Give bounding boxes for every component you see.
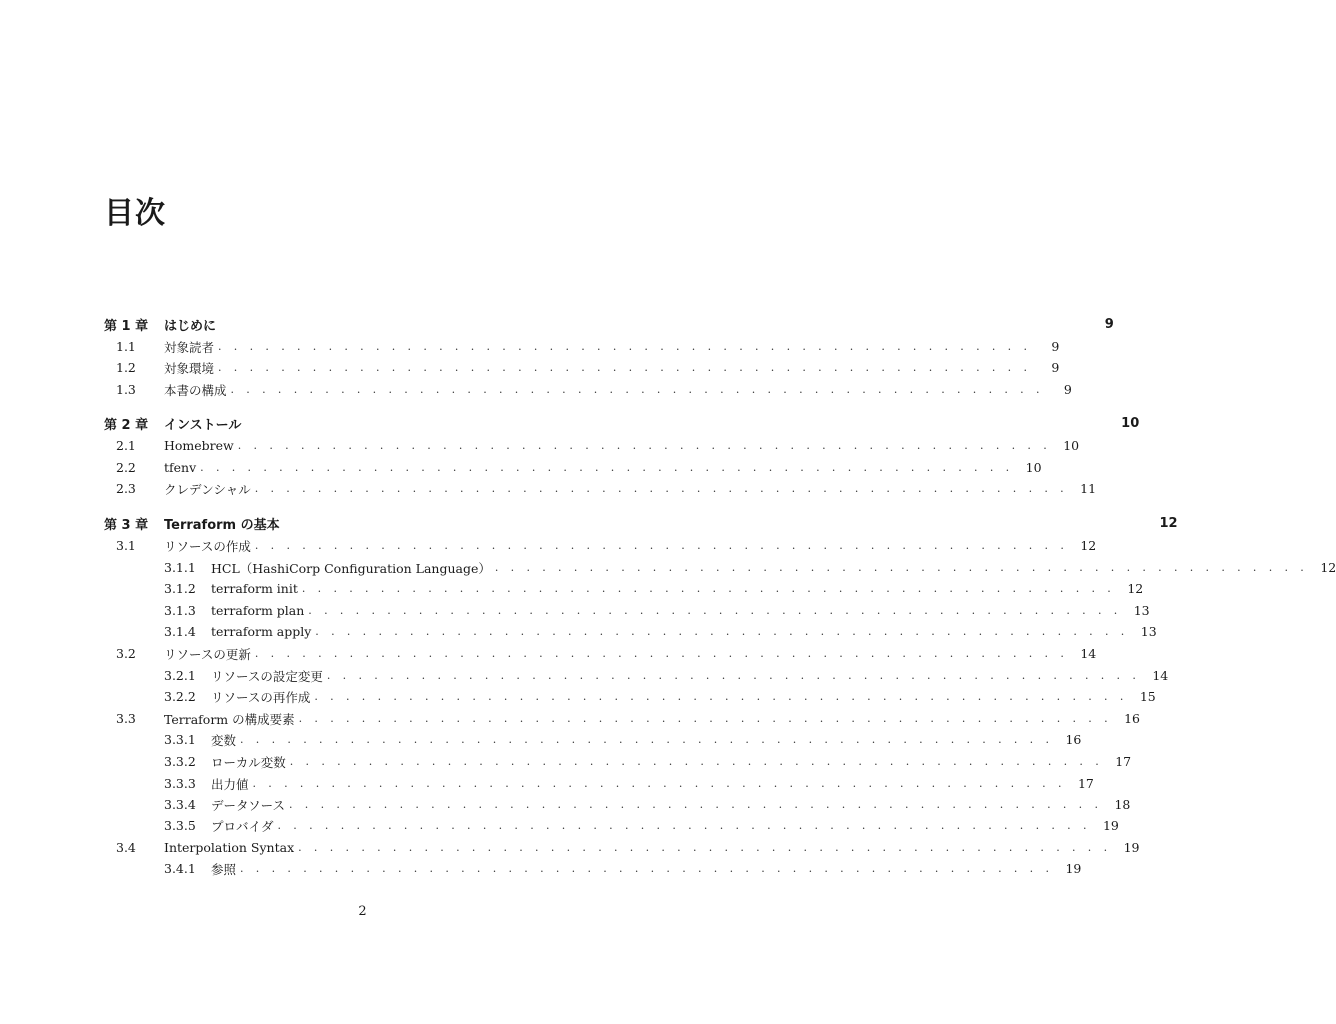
toc-chapter-title: インストール	[164, 414, 245, 433]
toc-page-number: 17	[1115, 754, 1132, 769]
toc-section-row[interactable]	[104, 643, 1097, 664]
toc-subsection-title: terraform apply	[211, 624, 315, 639]
toc-section-title: 本書の構成	[164, 381, 231, 399]
toc-section-number: 2.2	[116, 460, 136, 475]
toc-subsection-row[interactable]	[104, 600, 1150, 621]
toc-dot-leader: . . . . . . . . . . . . . . . . . . . . . . . . . . . . . . . . . . . . . . . . . . . . . . . . . . . .	[298, 841, 1112, 854]
toc-section-number: 3.4	[116, 840, 136, 855]
toc-page-number: 9	[1063, 382, 1072, 397]
toc-page-number: 10	[1121, 416, 1140, 431]
toc-section-title: 対象環境	[164, 359, 218, 377]
toc-dot-leader: . . . . . . . . . . . . . . . . . . . . . . . . . . . . . . . . . . . . . . . . . . . . . . . . . . . .	[240, 733, 1054, 746]
toc-dot-leader: . . . . . . . . . . . . . . . . . . . . . . . . . . . . . . . . . . . . . . . . . . . . . . . . . . . .	[252, 777, 1066, 790]
toc-dot-leader: . . . . . . . . . . . . . . . . . . . . . . . . . . . . . . . . . . . . . . . . . . . . . . . . . . . .	[308, 604, 1122, 617]
toc-page-number: 12	[1080, 538, 1097, 553]
toc-subsection-title: 変数	[211, 731, 240, 749]
toc-section-title: 対象読者	[164, 338, 218, 356]
toc-subsection-number: 3.3.1	[164, 732, 196, 747]
toc-subsection-title: ローカル変数	[211, 753, 290, 771]
toc-section-title: Terraform の構成要素	[164, 710, 299, 728]
toc-section-row[interactable]	[104, 457, 1042, 478]
toc-subsection-row[interactable]	[104, 751, 1132, 772]
toc-chapter-number: 第 2 章	[104, 418, 149, 433]
toc-chapter-row[interactable]	[104, 314, 1114, 335]
toc-subsection-row[interactable]	[104, 557, 1336, 578]
toc-chapter-row[interactable]	[104, 413, 1140, 434]
toc-subsection-row[interactable]	[104, 815, 1119, 836]
toc-section-number: 3.1	[116, 538, 136, 553]
toc-section-title: クレデンシャル	[164, 480, 255, 498]
page-title: 目次	[104, 196, 166, 231]
toc-subsection-row[interactable]	[104, 773, 1094, 794]
toc-dot-leader: . . . . . . . . . . . . . . . . . . . . . . . . . . . . . . . . . . . . . . . . . . . . . . . . . . . .	[314, 690, 1128, 703]
toc-section-row[interactable]	[104, 336, 1060, 357]
toc-page-number: 11	[1080, 481, 1097, 496]
toc-dot-leader: . . . . . . . . . . . . . . . . . . . . . . . . . . . . . . . . . . . . . . . . . . . . . . . . . . . .	[240, 862, 1054, 875]
toc-dot-leader: . . . . . . . . . . . . . . . . . . . . . . . . . . . . . . . . . . . . . . . . . . . . . . . . . . . .	[289, 798, 1103, 811]
toc-subsection-title: 出力値	[211, 775, 253, 793]
toc-section-number: 1.3	[116, 382, 136, 397]
toc-subsection-row[interactable]	[104, 665, 1169, 686]
toc-dot-leader: . . . . . . . . . . . . . . . . . . . . . . . . . . . . . . . . . . . . . . . . . . . . . . . . . . . .	[301, 582, 1116, 595]
toc-subsection-row[interactable]	[104, 858, 1082, 879]
toc-dot-leader: . . . . . . . . . . . . . . . . . . . . . . . . . . . . . . . . . . . . . . . . . . . . . . . . . . . .	[218, 340, 1032, 353]
toc-subsection-title: HCL（HashiCorp Configuration Language）	[211, 559, 495, 577]
toc-dot-leader: . . . . . . . . . . . . . . . . . . . . . . . . . . . . . . . . . . . . . . . . . . . . . . . . . . . .	[277, 819, 1091, 832]
toc-page-number: 19	[1123, 840, 1140, 855]
toc-page-number: 9	[1104, 317, 1114, 332]
toc-subsection-title: リソースの再作成	[211, 688, 314, 706]
toc-subsection-title: リソースの設定変更	[211, 667, 327, 685]
toc-page-number: 10	[1063, 438, 1080, 453]
toc-dot-leader: . . . . . . . . . . . . . . . . . . . . . . . . . . . . . . . . . . . . . . . . . . . . . . . . . . . .	[254, 647, 1069, 660]
toc-dot-leader: . . . . . . . . . . . . . . . . . . . . . . . . . . . . . . . . . . . . . . . . . . . . . . . . . . . .	[230, 383, 1044, 396]
toc-page-number: 12	[1320, 560, 1336, 575]
toc-subsection-number: 3.4.1	[164, 861, 196, 876]
toc-subsection-number: 3.3.3	[164, 776, 196, 791]
toc-section-row[interactable]	[104, 837, 1140, 858]
toc-page-number: 14	[1080, 646, 1097, 661]
table-of-contents	[104, 0, 1336, 1024]
footer-page-number: 2	[358, 904, 367, 919]
toc-page-number: 17	[1077, 776, 1094, 791]
toc-subsection-number: 3.1.1	[164, 560, 196, 575]
toc-section-row[interactable]	[104, 357, 1060, 378]
toc-dot-leader: . . . . . . . . . . . . . . . . . . . . . . . . . . . . . . . . . . . . . . . . . . . . . . . . . . . .	[315, 625, 1129, 638]
toc-dot-leader: . . . . . . . . . . . . . . . . . . . . . . . . . . . . . . . . . . . . . . . . . . . . . . . . . . . .	[298, 712, 1112, 725]
toc-subsection-number: 3.1.4	[164, 624, 196, 639]
toc-section-title: tfenv	[164, 460, 200, 475]
toc-subsection-row[interactable]	[104, 578, 1144, 599]
toc-page-number: 10	[1025, 460, 1042, 475]
toc-subsection-number: 3.1.3	[164, 603, 196, 618]
toc-page-number: 13	[1140, 624, 1157, 639]
toc-subsection-title: プロバイダ	[211, 817, 278, 835]
toc-section-title: リソースの更新	[164, 645, 255, 663]
toc-chapter-title: はじめに	[164, 315, 220, 334]
toc-subsection-title: データソース	[211, 796, 289, 814]
toc-section-title: Interpolation Syntax	[164, 840, 298, 855]
toc-section-number: 2.1	[116, 438, 136, 453]
toc-subsection-row[interactable]	[104, 621, 1157, 642]
toc-section-row[interactable]	[104, 708, 1140, 729]
toc-page-number: 16	[1124, 711, 1140, 726]
toc-page-number: 19	[1102, 818, 1119, 833]
toc-subsection-number: 3.1.2	[164, 581, 196, 596]
toc-dot-leader: . . . . . . . . . . . . . . . . . . . . . . . . . . . . . . . . . . . . . . . . . . . . . . . . . . . .	[254, 539, 1069, 552]
toc-page-number: 9	[1051, 360, 1060, 375]
toc-dot-leader: . . . . . . . . . . . . . . . . . . . . . . . . . . . . . . . . . . . . . . . . . . . . . . . . . . . .	[289, 755, 1104, 768]
toc-subsection-row[interactable]	[104, 794, 1131, 815]
toc-section-row[interactable]	[104, 478, 1097, 499]
toc-section-number: 3.2	[116, 646, 136, 661]
toc-dot-leader: . . . . . . . . . . . . . . . . . . . . . . . . . . . . . . . . . . . . . . . . . . . . . . . . . . . .	[200, 461, 1014, 474]
toc-page-number: 15	[1139, 689, 1156, 704]
toc-subsection-number: 3.3.4	[164, 797, 196, 812]
toc-page-number: 13	[1133, 603, 1150, 618]
toc-chapter-number: 第 3 章	[104, 518, 149, 533]
toc-section-number: 2.3	[116, 481, 136, 496]
toc-dot-leader: . . . . . . . . . . . . . . . . . . . . . . . . . . . . . . . . . . . . . . . . . . . . . . . . . . . .	[326, 669, 1141, 682]
toc-section-number: 1.1	[116, 339, 136, 354]
toc-chapter-title: Terraform の基本	[164, 514, 284, 533]
toc-subsection-title: 参照	[211, 860, 240, 878]
toc-dot-leader: . . . . . . . . . . . . . . . . . . . . . . . . . . . . . . . . . . . . . . . . . . . . . . . . . . . .	[254, 482, 1069, 495]
toc-dot-leader: . . . . . . . . . . . . . . . . . . . . . . . . . . . . . . . . . . . . . . . . . . . . . . . . . . . .	[494, 561, 1309, 574]
toc-page-number: 19	[1065, 861, 1082, 876]
toc-subsection-number: 3.3.2	[164, 754, 196, 769]
toc-subsection-number: 3.2.2	[164, 689, 196, 704]
toc-dot-leader: . . . . . . . . . . . . . . . . . . . . . . . . . . . . . . . . . . . . . . . . . . . . . . . . . . . .	[218, 361, 1032, 374]
toc-page-number: 12	[1159, 516, 1178, 531]
toc-subsection-number: 3.2.1	[164, 668, 196, 683]
toc-section-title: Homebrew	[164, 438, 238, 453]
toc-page-number: 12	[1127, 581, 1144, 596]
toc-subsection-title: terraform init	[211, 581, 302, 596]
toc-subsection-row[interactable]	[104, 686, 1156, 707]
toc-chapter-row[interactable]	[104, 513, 1178, 534]
toc-subsection-title: terraform plan	[211, 603, 308, 618]
toc-subsection-number: 3.3.5	[164, 818, 196, 833]
toc-section-row[interactable]	[104, 379, 1072, 400]
toc-dot-leader: . . . . . . . . . . . . . . . . . . . . . . . . . . . . . . . . . . . . . . . . . . . . . . . . . . . .	[237, 439, 1052, 452]
toc-section-row[interactable]	[104, 535, 1097, 556]
toc-section-row[interactable]	[104, 435, 1080, 456]
toc-page-number: 9	[1051, 339, 1060, 354]
toc-page-number: 16	[1065, 732, 1082, 747]
toc-section-number: 1.2	[116, 360, 136, 375]
toc-page-number: 14	[1152, 668, 1169, 683]
toc-chapter-number: 第 1 章	[104, 319, 149, 334]
toc-section-number: 3.3	[116, 711, 136, 726]
toc-page-number: 18	[1114, 797, 1131, 812]
toc-section-title: リソースの作成	[164, 537, 255, 555]
toc-subsection-row[interactable]	[104, 729, 1082, 750]
